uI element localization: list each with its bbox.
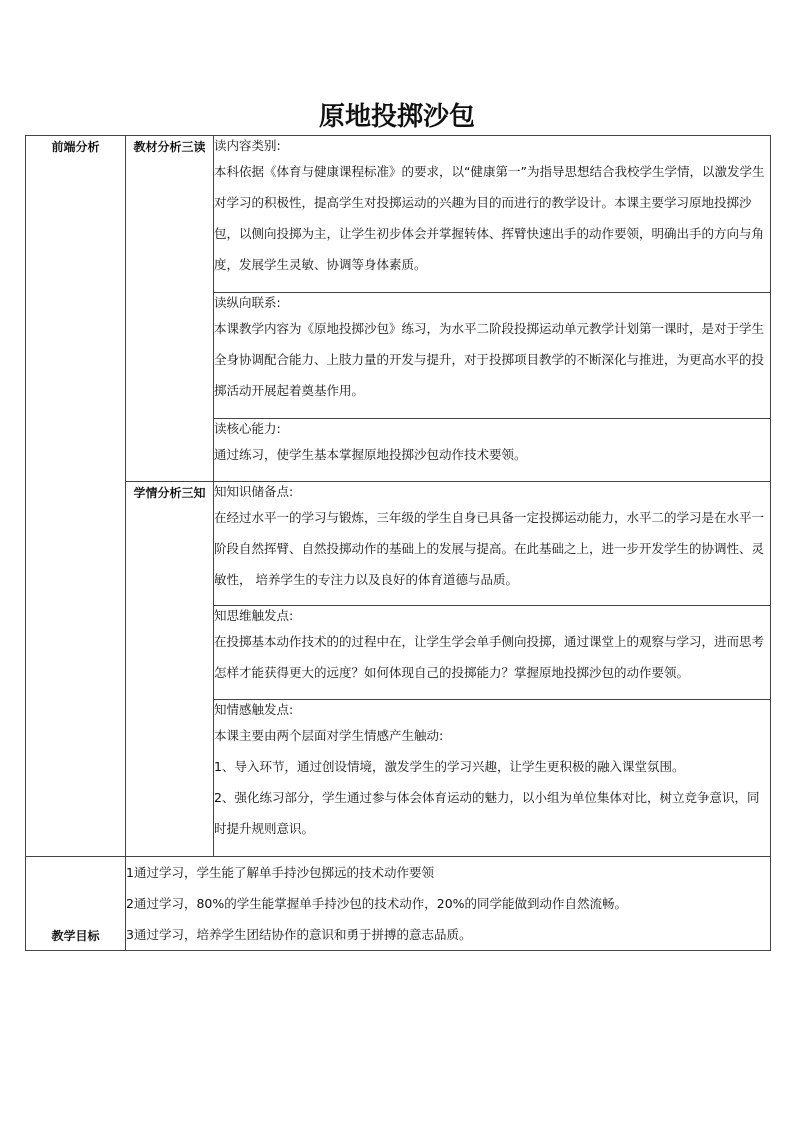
section-paragraph: 2、强化练习部分，学生通过参与体会体育运动的魅力，以小组为单位集体对比，树立竞争意识，同时提升规则意识。 [214,790,760,836]
section-paragraph: 本科依据《体育与健康课程标准》的要求，以“健康第一”为指导思想结合我校学生学情，以激发学生对学习的积极性，提高学生对投掷运动的兴趣为目的而进行的教学设计。本课主要学习原地投掷沙包，以侧向投掷为主，让学生初步体会并掌握转体、挥臂快速出手的动作要领，明确出手的方向与角度，发展学生灵敏、协调等身体素质。 [214,164,765,272]
section-paragraph: 在经过水平一的学习与锻炼，三年级的学生自身已具备一定投掷运动能力，水平二的学习是在水平一阶段自然挥臂、自然投掷动作的基础上的发展与提高。在此基础之上，进一步开发学生的协调性、灵敏性， 培养学生的专注力以及良好的体育道德与品质。 [214,510,765,587]
list-item: 2通过学习，80%的学生能掌握单手持沙包的技术动作，20%的同学能做到动作自然流畅。 [126,896,628,911]
section-paragraph: 本课教学内容为《原地投掷沙包》练习，为水平二阶段投掷运动单元教学计划第一课时，是对于学生全身协调配合能力、上肢力量的开发与提升，对于投掷项目教学的不断深化与推进，为更高水平的投掷活动开展起着奠基作用。 [214,321,765,398]
section-paragraph: 本课主要由两个层面对学生情感产生触动: [214,728,444,743]
textbook-analysis-label: 教材分析三读 [133,140,206,154]
front-end-analysis-cell [26,136,126,857]
teaching-goals-cell [26,857,126,951]
list-item: 3通过学习，培养学生团结协作的意识和勇于拼搏的意志品质。 [126,927,472,942]
teaching-goals-list [126,857,771,951]
teaching-goals-label: 教学目标 [51,929,100,943]
section-paragraph: 在投掷基本动作技术的的过程中在，让学生学会单手侧向投掷，通过课堂上的观察与学习，进而思考怎样才能获得更大的远度？如何体现自己的投掷能力？掌握原地投掷沙包的动作要领。 [214,634,765,680]
student-section-thinking [214,606,771,700]
table-row [26,482,771,606]
section-heading: 知知识储备点: [214,484,294,499]
front-end-analysis-label: 前端分析 [51,140,100,154]
table-row [26,857,771,951]
section-heading: 读纵向联系: [214,295,281,310]
lesson-plan-table [25,135,771,951]
table-row [26,136,771,293]
textbook-section-vertical-link [214,293,771,419]
list-item: 1通过学习，学生能了解单手持沙包掷远的技术动作要领 [126,865,434,880]
section-heading: 知思维触发点: [214,608,294,623]
student-analysis-cell [126,482,214,857]
textbook-analysis-cell [126,136,214,482]
section-paragraph: 通过练习，使学生基本掌握原地投掷沙包动作技术要领。 [214,447,527,462]
textbook-section-content-type [214,136,771,293]
textbook-section-core-ability [214,419,771,482]
student-section-knowledge [214,482,771,606]
section-paragraph: 1、导入环节，通过创设情境，激发学生的学习兴趣，让学生更积极的融入课堂氛围。 [214,759,685,774]
student-section-emotion [214,700,771,857]
page-title: 原地投掷沙包 [318,102,475,132]
section-heading: 知情感触发点: [214,702,294,717]
section-heading: 读核心能力: [214,421,281,436]
student-analysis-label: 学情分析三知 [133,486,206,500]
section-heading: 读内容类别: [214,138,281,153]
